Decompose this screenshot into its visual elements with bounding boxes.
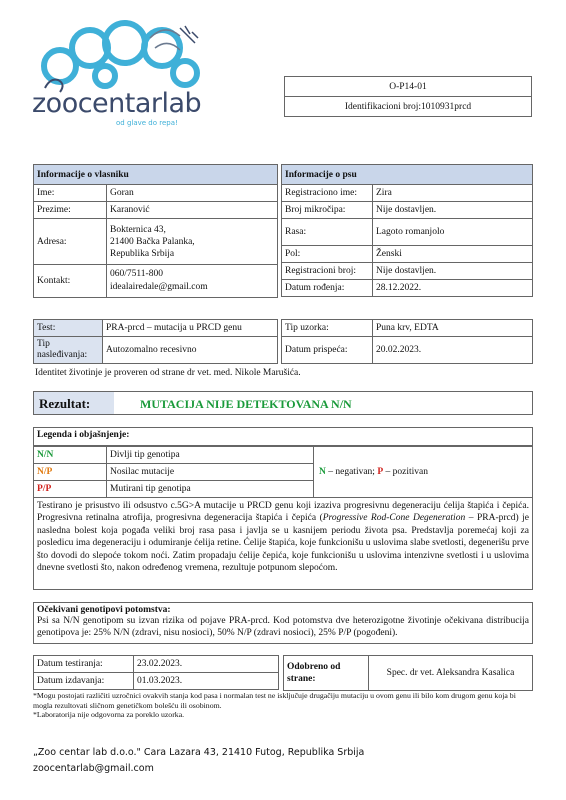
doc-code-box bbox=[284, 76, 532, 117]
dog-label: Broj mikročipa: bbox=[282, 202, 373, 219]
explanation-italic: Progressive Rod-Cone Degeneration bbox=[322, 513, 466, 524]
dog-value: Zira bbox=[373, 185, 533, 202]
dog-label: Registraciono ime: bbox=[282, 185, 373, 202]
dog-label: Registracioni broj: bbox=[282, 263, 373, 280]
address-line: Bokternica 43, bbox=[110, 224, 166, 235]
test-date-label: Datum testiranja: bbox=[34, 656, 134, 673]
logo-mark-icon bbox=[30, 18, 220, 98]
result-bar bbox=[33, 391, 533, 415]
dog-value: Nije dostavljen. bbox=[373, 263, 533, 280]
notes bbox=[33, 691, 533, 720]
owner-value: Karanović bbox=[107, 202, 278, 219]
contact-email: idealairedale@gmail.com bbox=[110, 282, 208, 292]
contact-phone: 060/7511-800 bbox=[110, 269, 163, 279]
test-table bbox=[33, 319, 278, 364]
address-line: 21400 Bačka Palanka, bbox=[110, 236, 195, 247]
dog-value: Lagoto romanjolo bbox=[373, 219, 533, 246]
sample-table bbox=[281, 319, 533, 364]
note-line: *Laboratorija nije odgovorna za poreklo uzorka. bbox=[33, 710, 185, 720]
legend-code: P/P bbox=[34, 481, 107, 498]
key-p-text: – pozitivan bbox=[383, 467, 428, 477]
approved-label: Odobreno od strane: bbox=[284, 656, 369, 691]
legend-desc: Nosilac mutacije bbox=[107, 464, 314, 481]
key-p: P bbox=[377, 467, 384, 477]
brand-tagline: od glave do repa! bbox=[116, 119, 178, 127]
legend-code: N/P bbox=[34, 464, 107, 481]
doc-code: O-P14-01 bbox=[285, 77, 532, 97]
note-line: *Mogu postojati različiti uzročnici ovakvih stanja kod pasa i normalan test ne isključuje drugačiju mutaciju u ovom genu ili bilo kom drugom genu koja bi mogla rezultovati sličnom genetičkom bolešću ili osobinom. bbox=[33, 691, 516, 710]
key-n-text: – negativan; bbox=[325, 467, 378, 477]
dates-table bbox=[33, 655, 279, 690]
result-label: Rezultat: bbox=[34, 392, 114, 414]
owner-label: Ime: bbox=[34, 185, 107, 202]
owner-label: Prezime: bbox=[34, 202, 107, 219]
offspring-box bbox=[33, 602, 533, 644]
inheritance-label: Tip nasleđivanja: bbox=[34, 337, 103, 364]
address-line: Republika Srbija bbox=[110, 248, 175, 259]
test-date: 23.02.2023. bbox=[134, 656, 279, 673]
inheritance-value: Autozomalno recesivno bbox=[103, 337, 278, 364]
legend-box bbox=[33, 427, 533, 590]
offspring-heading: Očekivani genotipovi potomstva: bbox=[37, 605, 171, 615]
dog-table bbox=[281, 164, 533, 297]
owner-label: Kontakt: bbox=[34, 265, 107, 298]
sample-label: Tip uzorka: bbox=[282, 320, 373, 337]
legend-explanation bbox=[34, 498, 532, 576]
legend-heading: Legenda i objašnjenje: bbox=[34, 428, 532, 446]
arrival-value: 20.02.2023. bbox=[373, 337, 533, 364]
dog-value: Nije dostavljen. bbox=[373, 202, 533, 219]
explanation-text: Testirano je prisustvo ili odsustvo c.5G>A mutacije u PRCD genu koji izaziva progresivnu degeneraciju ćelija štapića i čepića. Progresivna retinalna atrofija, progresivna degeneracija štapića i čepića ( bbox=[37, 501, 529, 524]
issue-date-label: Datum izdavanja: bbox=[34, 673, 134, 690]
dog-label: Rasa: bbox=[282, 219, 373, 246]
sample-value: Puna krv, EDTA bbox=[373, 320, 533, 337]
explanation-text: – PRA-prcd) je nasledna bolest koja pogađa veliki broj rasa pasa i javlja se u kasnijem periodu života psa. Predstavlja poremećaj koji za posledicu ima degeneraciju i odumiranje ćelija retine. Ćelije štapića, koje funkcionišu u uslovima slabe svetlosti, degenerišu prve što dovodi do slepoće tokom noći. Zatim propadaju ćelije čepića, koje funkcionišu u uslovima intenzivne svetlosti i u uslovima dnevne svetlosti što, nakon određenog vremena, rezultuje potpunom slepoćom. bbox=[37, 513, 530, 574]
doc-id-line: Identifikacioni broj:1010931prcd bbox=[285, 97, 532, 117]
result-value: MUTACIJA NIJE DETEKTOVANA N/N bbox=[140, 397, 352, 411]
issue-date: 01.03.2023. bbox=[134, 673, 279, 690]
dog-label: Datum rođenja: bbox=[282, 280, 373, 297]
owner-table bbox=[33, 164, 278, 298]
key-n: N bbox=[319, 467, 326, 477]
legend-code: N/N bbox=[34, 447, 107, 464]
owner-contact bbox=[107, 265, 278, 298]
owner-heading: Informacije o vlasniku bbox=[34, 165, 278, 185]
footer-address: „Zoo centar lab d.o.o." Cara Lazara 43, 21410 Futog, Republika Srbija bbox=[33, 747, 365, 758]
dog-value: 28.12.2022. bbox=[373, 280, 533, 297]
legend-key bbox=[314, 447, 533, 498]
owner-address bbox=[107, 219, 278, 265]
logo bbox=[30, 18, 220, 130]
owner-value: Goran bbox=[107, 185, 278, 202]
dog-heading: Informacije o psu bbox=[282, 165, 533, 185]
offspring-text: Psi sa N/N genotipom su izvan rizika od pojave PRA-prcd. Kod potomstva dve heterozigotne životinje očekivana distribucija genotipova je: 25% N/N (zdravi, nisu nosioci), 50% N/P (zdravi nosioci), 25% P/P (pogođeni). bbox=[37, 616, 529, 639]
legend-desc: Divlji tip genotipa bbox=[107, 447, 314, 464]
approved-by: Spec. dr vet. Aleksandra Kasalica bbox=[369, 656, 533, 691]
dog-value: Ženski bbox=[373, 246, 533, 263]
legend-desc: Mutirani tip genotipa bbox=[107, 481, 314, 498]
arrival-label: Datum prispeća: bbox=[282, 337, 373, 364]
approval-table bbox=[283, 655, 533, 691]
owner-label: Adresa: bbox=[34, 219, 107, 265]
dog-label: Pol: bbox=[282, 246, 373, 263]
brand-name: zoocentarlab bbox=[32, 88, 202, 119]
footer bbox=[33, 745, 364, 777]
test-value: PRA-prcd – mutacija u PRCD genu bbox=[103, 320, 278, 337]
footer-email: zoocentarlab@gmail.com bbox=[33, 763, 154, 774]
identity-note: Identitet životinje je proveren od strane dr vet. med. Nikole Marušića. bbox=[35, 368, 301, 378]
test-label: Test: bbox=[34, 320, 103, 337]
legend-table bbox=[34, 446, 532, 498]
